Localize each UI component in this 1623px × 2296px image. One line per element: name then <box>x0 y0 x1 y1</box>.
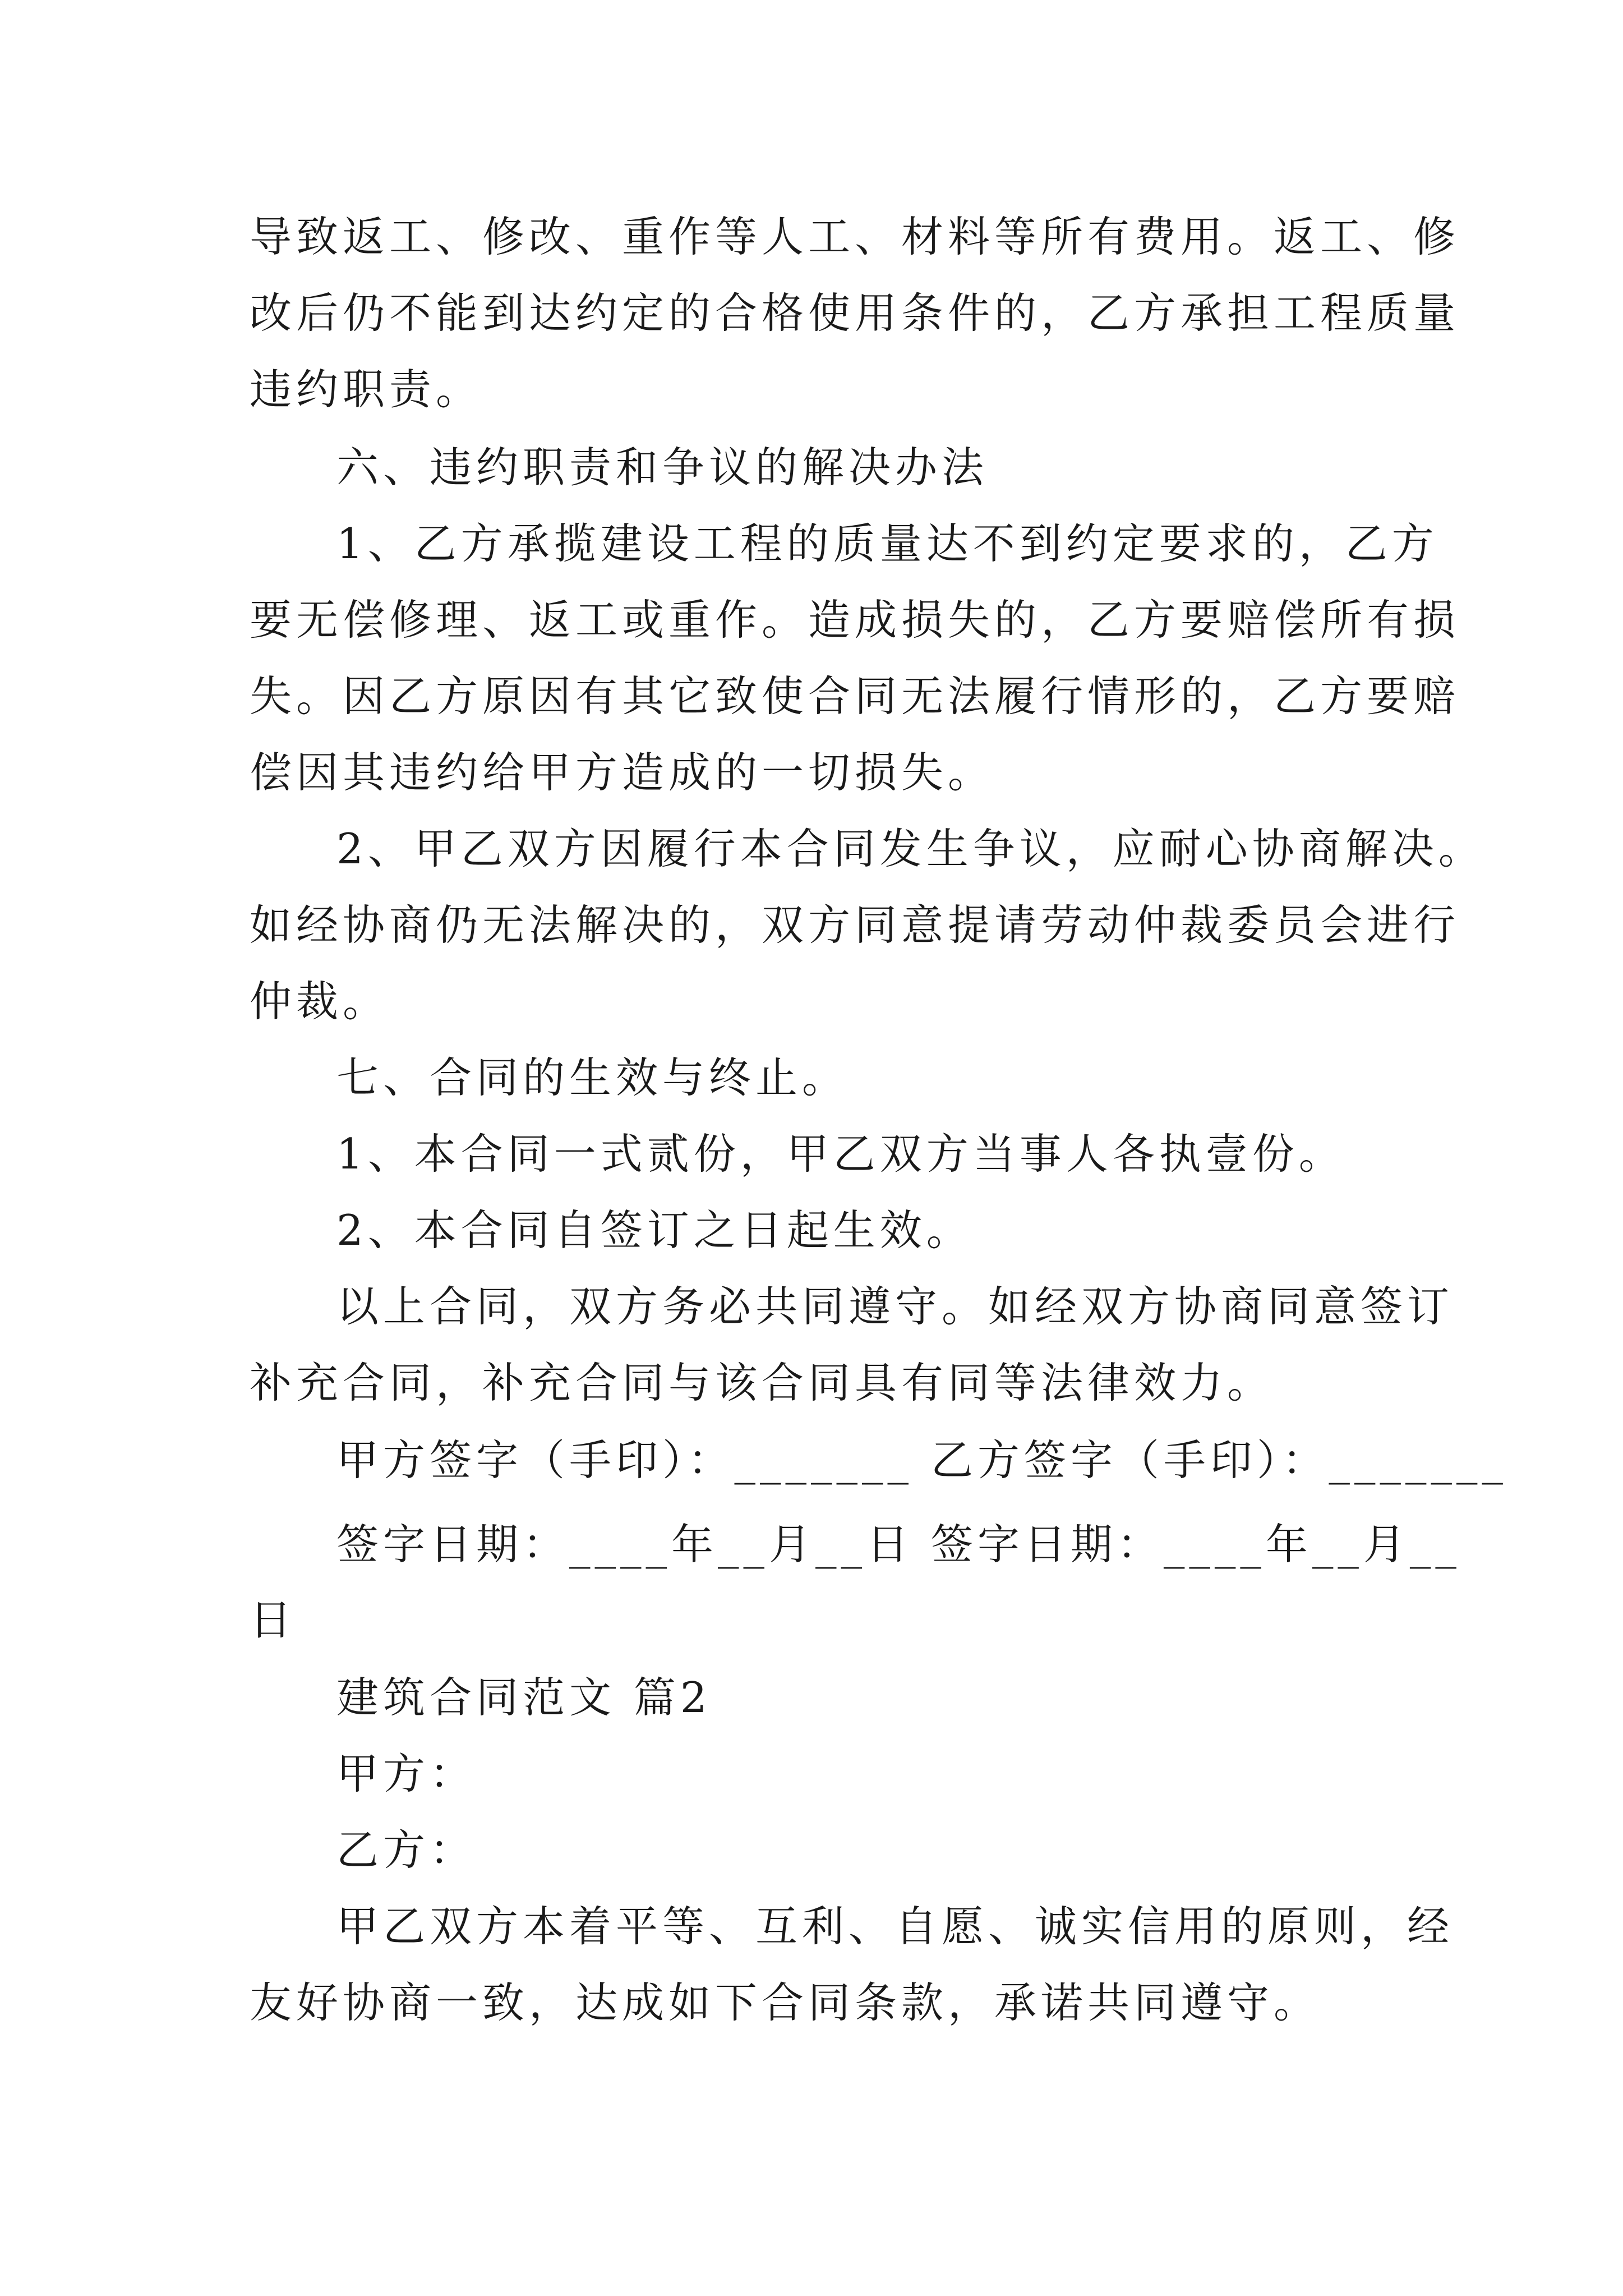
text-line: 1、本合同一式贰份，甲乙双方当事人各执壹份。 <box>336 1129 1345 1179</box>
text-line: 补充合同，补充合同与该合同具有同等法律效力。 <box>250 1358 1274 1407</box>
text-line: 以上合同，双方务必共同遵守。如经双方协商同意签订 <box>336 1282 1454 1331</box>
section-heading-6: 六、违约职责和争议的解决办法 <box>336 443 989 492</box>
signature-line: 甲方签字（手印）：_______ 乙方签字（手印）：_______ <box>336 1435 1507 1485</box>
text-line: 如经协商仍无法解决的，双方同意提请劳动仲裁委员会进行 <box>250 900 1460 950</box>
text-line: 偿因其违约给甲方造成的一切损失。 <box>250 748 995 797</box>
section-title: 建筑合同范文 篇2 <box>336 1673 712 1722</box>
text-line: 要无偿修理、返工或重作。造成损失的，乙方要赔偿所有损 <box>250 595 1460 645</box>
text-line: 日 <box>250 1595 297 1645</box>
party-b-line: 乙方： <box>336 1825 477 1875</box>
text-line: 违约职责。 <box>250 365 483 414</box>
text-line: 1、乙方承揽建设工程的质量达不到约定要求的，乙方 <box>336 519 1438 568</box>
signature-date-line: 签字日期：____年__月__日 签字日期：____年__月__ <box>336 1520 1461 1569</box>
text-line: 友好协商一致，达成如下合同条款，承诺共同遵守。 <box>250 1978 1321 2027</box>
text-line: 失。因乙方原因有其它致使合同无法履行情形的，乙方要赔 <box>250 671 1460 721</box>
text-line: 2、本合同自签订之日起生效。 <box>336 1205 973 1255</box>
text-line: 甲乙双方本着平等、互利、自愿、诚实信用的原则，经 <box>336 1902 1454 1951</box>
party-a-line: 甲方： <box>336 1749 477 1798</box>
text-line: 导致返工、修改、重作等人工、材料等所有费用。返工、修 <box>250 212 1460 261</box>
text-line: 2、甲乙双方因履行本合同发生争议，应耐心协商解决。 <box>336 824 1485 873</box>
text-line: 仲裁。 <box>250 977 390 1026</box>
text-line: 改后仍不能到达约定的合格使用条件的，乙方承担工程质量 <box>250 288 1460 338</box>
section-heading-7: 七、合同的生效与终止。 <box>336 1053 849 1102</box>
